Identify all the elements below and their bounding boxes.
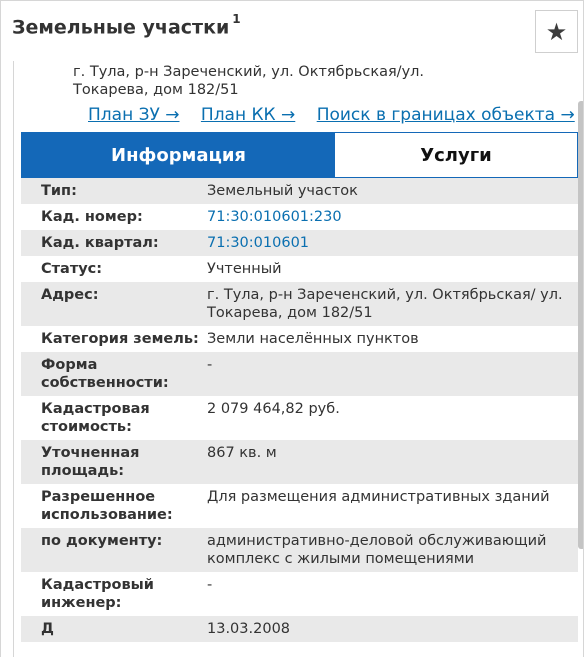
row-value: 867 кв. м (207, 445, 277, 461)
row-key: Д (41, 621, 54, 637)
table-row (21, 396, 578, 440)
row-value: - (207, 577, 213, 593)
row-key: Кадастровая стоимость: (41, 401, 150, 435)
table-row (21, 326, 578, 352)
cadastral-number-link[interactable]: 71:30:010601:230 (207, 209, 342, 225)
info-table (21, 178, 578, 642)
tab-bar (21, 132, 578, 178)
cadastral-quarter-link[interactable]: 71:30:010601 (207, 235, 310, 251)
table-row (21, 230, 578, 256)
panel-header (1, 1, 584, 61)
row-value: Для размещения административных зданий (207, 489, 550, 505)
table-row (21, 282, 578, 326)
star-icon: ★ (545, 17, 568, 46)
row-key: Уточненная площадь: (41, 445, 140, 479)
tab-services[interactable]: Услуги (335, 133, 577, 177)
row-value: - (207, 357, 213, 373)
table-row (21, 572, 578, 616)
row-key: Форма собственности: (41, 357, 169, 391)
object-address: г. Тула, р-н Зареченский, ул. Октябрьская/ул. Токарева, дом 182/51 (73, 64, 425, 98)
row-key: Категория земель: (41, 331, 199, 347)
table-row (21, 256, 578, 282)
table-row (21, 528, 578, 572)
row-value: Учтенный (207, 261, 282, 277)
row-value: административно-деловой обслуживающий комплекс с жилыми помещениями (207, 533, 547, 567)
table-row (21, 352, 578, 396)
row-key: Тип: (41, 183, 77, 199)
table-row (21, 178, 578, 204)
row-value: Земли населённых пунктов (207, 331, 419, 347)
favorite-button[interactable] (535, 10, 578, 53)
scroll-up-area (577, 61, 584, 101)
panel-content (13, 61, 578, 657)
panel-title (12, 12, 241, 39)
row-value: 2 079 464,82 руб. (207, 401, 340, 417)
table-row (21, 616, 578, 642)
row-key: Разрешенное использование: (41, 489, 173, 523)
row-key: Статус: (41, 261, 103, 277)
tab-information[interactable]: Информация (22, 133, 335, 177)
row-key: Кад. номер: (41, 209, 143, 225)
table-row (21, 440, 578, 484)
panel-title-text: Земельные участки (12, 16, 230, 39)
row-key: Кад. квартал: (41, 235, 159, 251)
object-links (88, 105, 578, 125)
row-key: Адрес: (41, 287, 99, 303)
title-superscript: 1 (232, 12, 241, 26)
row-key: по документу: (41, 533, 163, 549)
table-row (21, 204, 578, 230)
row-value: 13.03.2008 (207, 621, 291, 637)
plan-kk-link[interactable]: План КК → (200, 105, 296, 125)
search-in-bounds-link[interactable]: Поиск в границах объекта → (316, 105, 575, 125)
table-row (21, 484, 578, 528)
row-key: Кадастровый инженер: (41, 577, 154, 611)
row-value: г. Тула, р-н Зареченский, ул. Октябрьская/ ул. Токарева, дом 182/51 (207, 287, 563, 321)
scrollbar-thumb[interactable] (578, 101, 584, 549)
plan-zu-link[interactable]: План ЗУ → (88, 105, 180, 125)
row-value: Земельный участок (207, 183, 358, 199)
